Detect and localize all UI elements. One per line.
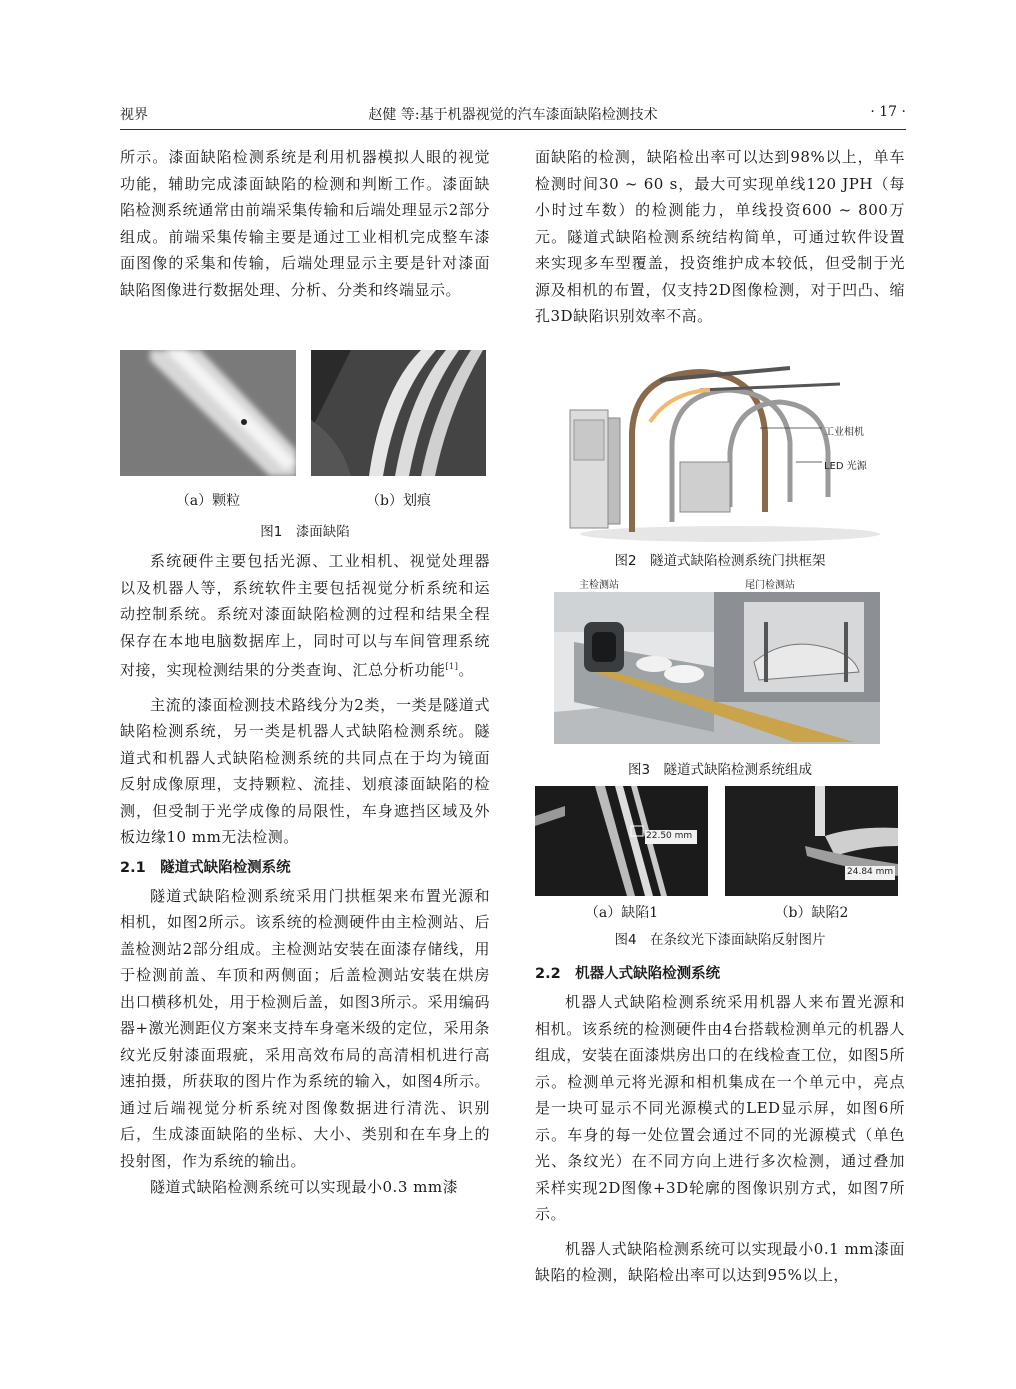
figure-1a-label: （a）颗粒 bbox=[175, 493, 241, 509]
label-industrial-camera: 工业相机 bbox=[824, 427, 864, 438]
journal-section: 视界 bbox=[120, 107, 148, 123]
label-main-station: 主检测站 bbox=[579, 580, 619, 591]
section-heading-2-2: 2.2 机器人式缺陷检测系统 bbox=[535, 966, 721, 982]
paragraph: 面缺陷的检测，缺陷检出率可以达到98%以上，单车检测时间30 ~ 60 s，最大可实现单线120 JPH（每小时过车数）的检测能力，单线投资600 ~ 800万元。隧道式缺陷检测系统结构简单，可通过软件设置来实现多车型覆盖，投资维护成本较低，但受制于光源及相机的布置，仅支持2D图像检测，对于凹凸、缩孔3D缺陷识别效率不高。 bbox=[535, 148, 905, 325]
paragraph: 机器人式缺陷检测系统可以实现最小0.1 mm漆面缺陷的检测，缺陷检出率可以达到95%以上， bbox=[535, 1239, 905, 1284]
section-heading-2-1: 2.1 隧道式缺陷检测系统 bbox=[120, 859, 291, 876]
figure-3-caption: 图3 隧道式缺陷检测系统组成 bbox=[627, 762, 813, 778]
figure-4a-image bbox=[535, 786, 708, 896]
figure-1a-image bbox=[120, 350, 296, 476]
figure-2-caption: 图2 隧道式缺陷检测系统门拱框架 bbox=[614, 553, 826, 569]
left-column bbox=[120, 144, 490, 303]
measurement-label-1: 22.50 mm bbox=[646, 831, 693, 841]
figure-4b-label: （b）缺陷2 bbox=[774, 905, 849, 921]
paragraph: 所示。漆面缺陷检测系统是利用机器模拟人眼的视觉功能，辅助完成漆面缺陷的检测和判断工作。漆面缺陷检测系统通常由前端采集传输和后端处理显示2部分组成。前端采集传输主要是通过工业相机完成整车漆面图像的采集和传输，后端处理显示主要是针对漆面缺陷图像进行数据处理、分析、分类和终端显示。 bbox=[120, 148, 490, 299]
paragraph: 主流的漆面检测技术路线分为2类，一类是隧道式缺陷检测系统，另一类是机器人式缺陷检测系统。隧道式和机器人式缺陷检测系统的共同点在于均为镜面反射成像原理，支持颗粒、流挂、划痕漆面缺陷的检测，但受制于光学成像的局限性，车身遮挡区域及外板边缘10 mm无法检测。 bbox=[120, 695, 490, 846]
running-header bbox=[120, 104, 906, 126]
left-column-continued bbox=[120, 548, 490, 1201]
figure-3-image bbox=[554, 592, 880, 744]
right-column bbox=[535, 144, 905, 330]
paragraph: 隧道式缺陷检测系统可以实现最小0.3 mm漆 bbox=[150, 1178, 459, 1196]
label-led-light: LED 光源 bbox=[824, 461, 867, 472]
paragraph: 机器人式缺陷检测系统采用机器人来布置光源和相机。该系统的检测硬件由4台搭载检测单元的机器人组成，安装在面漆烘房出口的在线检查工位，如图5所示。检测单元将光源和相机集成在一个单元中，亮点是一块可显示不同光源模式的LED显示屏，如图6所示。车身的每一处位置会通过不同的光源模式（单色光、条纹光）在不同方向上进行多次检测，通过叠加采样实现2D图像+3D轮廓的图像识别方式，如图7所示。 bbox=[535, 993, 905, 1223]
label-rear-station: 尾门检测站 bbox=[745, 580, 795, 591]
figure-1b-image bbox=[311, 350, 486, 476]
paragraph: 隧道式缺陷检测系统采用门拱框架来布置光源和相机，如图2所示。该系统的检测硬件由主检测站、后盖检测站2部分组成。主检测站安装在面漆存储线，用于检测前盖、车顶和两侧面；后盖检测站安装在烘房出口横移机处，用于检测后盖，如图3所示。采用编码器+激光测距仪方案来支持车身毫米级的定位，采用条纹光反射漆面瑕疵，采用高效布局的高清相机进行高速拍摄，所获取的图片作为系统的输入，如图4所示。通过后端视觉分析系统对图像数据进行清洗、识别后，生成漆面缺陷的坐标、大小、类别和在车身上的投射图，作为系统的输出。 bbox=[120, 886, 490, 1170]
citation: [1] bbox=[445, 662, 459, 671]
page-number: · 17 · bbox=[870, 104, 906, 120]
figure-4a-label: （a）缺陷1 bbox=[584, 905, 659, 921]
paragraph bbox=[120, 548, 490, 684]
measurement-label-2: 24.84 mm bbox=[847, 867, 894, 877]
right-column-continued bbox=[535, 957, 905, 1289]
figure-4b-image bbox=[725, 786, 898, 896]
figure-1b-label: （b）划痕 bbox=[366, 493, 431, 509]
figure-2-image bbox=[560, 362, 880, 542]
figure-4-caption: 图4 在条纹光下漆面缺陷反射图片 bbox=[614, 932, 826, 948]
figure-1-caption: 图1 漆面缺陷 bbox=[260, 524, 350, 540]
header-rule bbox=[120, 129, 906, 130]
paragraph-end: 。 bbox=[458, 661, 474, 679]
paragraph-text: 系统硬件主要包括光源、工业相机、视觉处理器以及机器人等，系统软件主要包括视觉分析系统和运动控制系统。系统对漆面缺陷检测的过程和结果全程保存在本地电脑数据库上，同时可以与车间管理系统对接，实现检测结果的分类查询、汇总分析功能 bbox=[120, 552, 490, 679]
running-title: 赵健 等:基于机器视觉的汽车漆面缺陷检测技术 bbox=[368, 107, 658, 123]
